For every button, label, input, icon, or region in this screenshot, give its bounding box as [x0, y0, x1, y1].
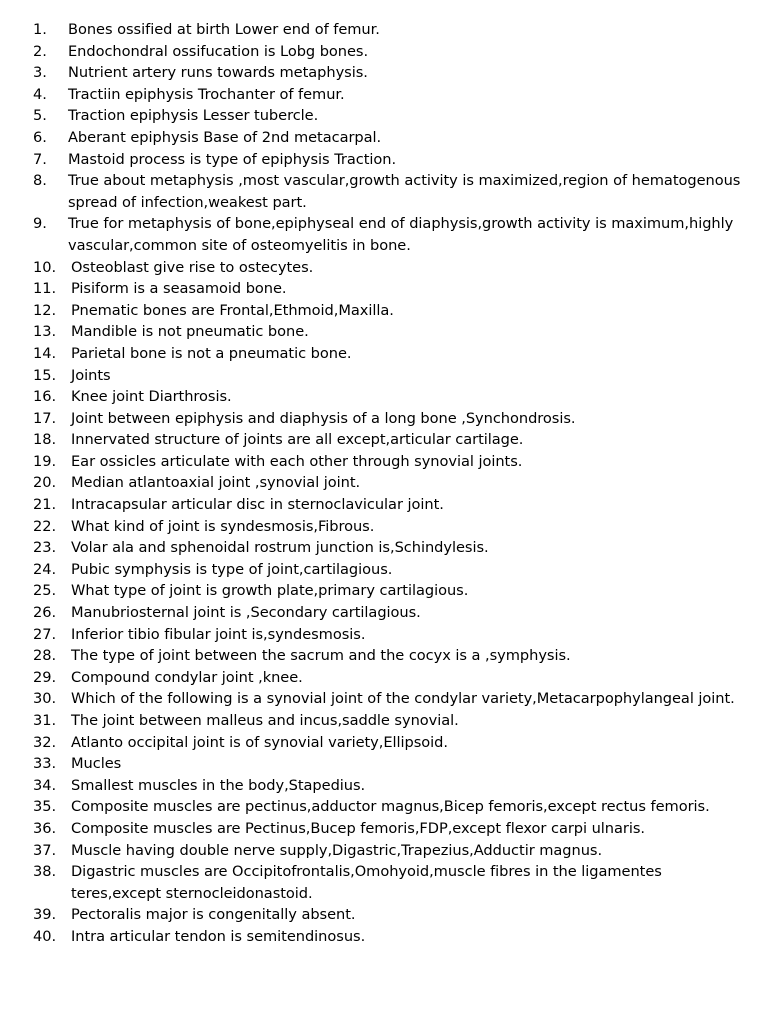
item-text: Which of the following is a synovial joint of the condylar variety,Metacarpophylangeal joint. [71, 690, 735, 708]
list-item [33, 537, 750, 559]
item-number: 32. [33, 733, 57, 751]
list-item [33, 753, 750, 775]
item-number: 26. [33, 604, 57, 622]
list-item [33, 926, 750, 948]
list-item [33, 667, 750, 689]
item-text: Knee joint Diarthrosis. [71, 388, 232, 406]
item-text: Mandible is not pneumatic bone. [71, 323, 309, 341]
list-item [33, 710, 750, 732]
item-text: Mastoid process is type of epiphysis Traction. [68, 150, 397, 168]
item-number: 29. [33, 668, 57, 686]
item-number: 6. [33, 128, 47, 146]
item-text: Mucles [71, 755, 122, 773]
list-item [33, 278, 750, 300]
item-text: Compound condylar joint ,knee. [71, 668, 303, 686]
list-item [33, 408, 750, 430]
item-number: 10. [33, 258, 57, 276]
item-text: Muscle having double nerve supply,Digastric,Trapezius,Adductir magnus. [71, 841, 603, 859]
list-item [33, 494, 750, 516]
item-text: Pubic symphysis is type of joint,cartilagious. [71, 560, 393, 578]
item-number: 9. [33, 215, 47, 233]
list-item [33, 343, 750, 365]
list-item [33, 386, 750, 408]
item-text: Traction epiphysis Lesser tubercle. [68, 107, 319, 125]
item-text: Endochondral ossifucation is Lobg bones. [68, 42, 369, 60]
list-item [33, 861, 750, 904]
item-number: 35. [33, 798, 57, 816]
item-text: Composite muscles are pectinus,adductor magnus,Bicep femoris,except rectus femoris. [71, 798, 710, 816]
item-text: Joint between epiphysis and diaphysis of a long bone ,Synchondrosis. [71, 409, 576, 427]
item-number: 38. [33, 863, 57, 881]
item-number: 11. [33, 280, 57, 298]
list-item [33, 796, 750, 818]
item-number: 24. [33, 560, 57, 578]
item-text: The joint between malleus and incus,saddle synovial. [71, 712, 459, 729]
item-text: What type of joint is growth plate,primary cartilagious. [71, 582, 469, 600]
item-number: 33. [33, 755, 57, 773]
item-number: 27. [33, 625, 57, 643]
item-number: 1. [33, 21, 47, 38]
item-text: Bones ossified at birth Lower end of femur. [68, 21, 380, 38]
list-item [33, 645, 750, 667]
list-item [33, 19, 750, 41]
list-item [33, 213, 750, 256]
item-text: Pectoralis major is congenitally absent. [71, 906, 356, 924]
item-text: Composite muscles are Pectinus,Bucep femoris,FDP,except flexor carpi ulnaris. [71, 819, 645, 837]
item-text: Pnematic bones are Frontal,Ethmoid,Maxilla. [71, 301, 394, 319]
item-number: 12. [33, 301, 57, 319]
list-item [33, 170, 750, 213]
list-item [33, 300, 750, 322]
numbered-notes-list [33, 19, 750, 948]
list-item [33, 688, 750, 710]
item-number: 25. [33, 582, 57, 600]
item-number: 17. [33, 409, 57, 427]
item-text: Volar ala and sphenoidal rostrum junction is,Schindylesis. [71, 539, 489, 557]
item-number: 14. [33, 344, 57, 362]
item-number: 16. [33, 388, 57, 406]
item-number: 2. [33, 42, 47, 60]
item-text: The type of joint between the sacrum and the cocyx is a ,symphysis. [71, 647, 571, 665]
list-item [33, 127, 750, 149]
list-item [33, 624, 750, 646]
list-item [33, 904, 750, 926]
item-text: True about metaphysis ,most vascular,growth activity is maximized,region of hematogenous spread of infection,weakest part. [68, 172, 741, 211]
list-item [33, 840, 750, 862]
item-text: Nutrient artery runs towards metaphysis. [68, 64, 368, 82]
item-number: 7. [33, 150, 47, 168]
item-number: 4. [33, 85, 47, 103]
item-number: 31. [33, 712, 57, 729]
list-item [33, 257, 750, 279]
item-number: 20. [33, 474, 57, 492]
list-item [33, 84, 750, 106]
item-number: 39. [33, 906, 57, 924]
item-number: 18. [33, 431, 57, 449]
list-item [33, 105, 750, 127]
item-text: Intracapsular articular disc in sternoclavicular joint. [71, 496, 444, 514]
item-text: Inferior tibio fibular joint is,syndesmosis. [71, 625, 366, 643]
list-item [33, 580, 750, 602]
list-item [33, 41, 750, 63]
item-number: 37. [33, 841, 57, 859]
item-number: 19. [33, 452, 57, 470]
item-number: 22. [33, 517, 57, 535]
item-text: True for metaphysis of bone,epiphyseal end of diaphysis,growth activity is maximum,highly vascular,common site of osteomyelitis in bone. [68, 215, 734, 254]
item-text: Osteoblast give rise to ostecytes. [71, 258, 314, 276]
item-number: 23. [33, 539, 57, 557]
item-text: Atlanto occipital joint is of synovial variety,Ellipsoid. [71, 733, 448, 751]
item-text: Median atlantoaxial joint ,synovial joint. [71, 474, 361, 492]
list-item [33, 429, 750, 451]
item-number: 21. [33, 496, 57, 514]
list-item [33, 451, 750, 473]
item-text: Innervated structure of joints are all except,articular cartilage. [71, 431, 524, 449]
item-number: 13. [33, 323, 57, 341]
item-text: Aberant epiphysis Base of 2nd metacarpal. [68, 128, 382, 146]
item-number: 8. [33, 172, 47, 190]
item-text: Joints [71, 366, 111, 384]
list-item [33, 775, 750, 797]
item-text: Parietal bone is not a pneumatic bone. [71, 344, 352, 362]
item-text: Pisiform is a seasamoid bone. [71, 280, 287, 298]
item-text: Tractiin epiphysis Trochanter of femur. [68, 85, 345, 103]
item-text: Digastric muscles are Occipitofrontalis,Omohyoid,muscle fibres in the ligamentes teres,except sternocleidonastoid. [71, 863, 662, 902]
list-item [33, 516, 750, 538]
item-text: Smallest muscles in the body,Stapedius. [71, 776, 366, 794]
item-text: Manubriosternal joint is ,Secondary cartilagious. [71, 604, 421, 622]
item-number: 15. [33, 366, 57, 384]
item-text: What kind of joint is syndesmosis,Fibrous. [71, 517, 375, 535]
list-item [33, 321, 750, 343]
list-item [33, 365, 750, 387]
list-item [33, 149, 750, 171]
item-text: Ear ossicles articulate with each other through synovial joints. [71, 452, 523, 470]
item-number: 5. [33, 107, 47, 125]
item-number: 3. [33, 64, 47, 82]
item-number: 30. [33, 690, 57, 708]
list-item [33, 732, 750, 754]
item-text: Intra articular tendon is semitendinosus. [71, 927, 366, 945]
list-item [33, 818, 750, 840]
item-number: 28. [33, 647, 57, 665]
list-item [33, 62, 750, 84]
item-number: 36. [33, 819, 57, 837]
list-item [33, 472, 750, 494]
item-number: 40. [33, 927, 57, 945]
list-item [33, 602, 750, 624]
item-number: 34. [33, 776, 57, 794]
list-item [33, 559, 750, 581]
